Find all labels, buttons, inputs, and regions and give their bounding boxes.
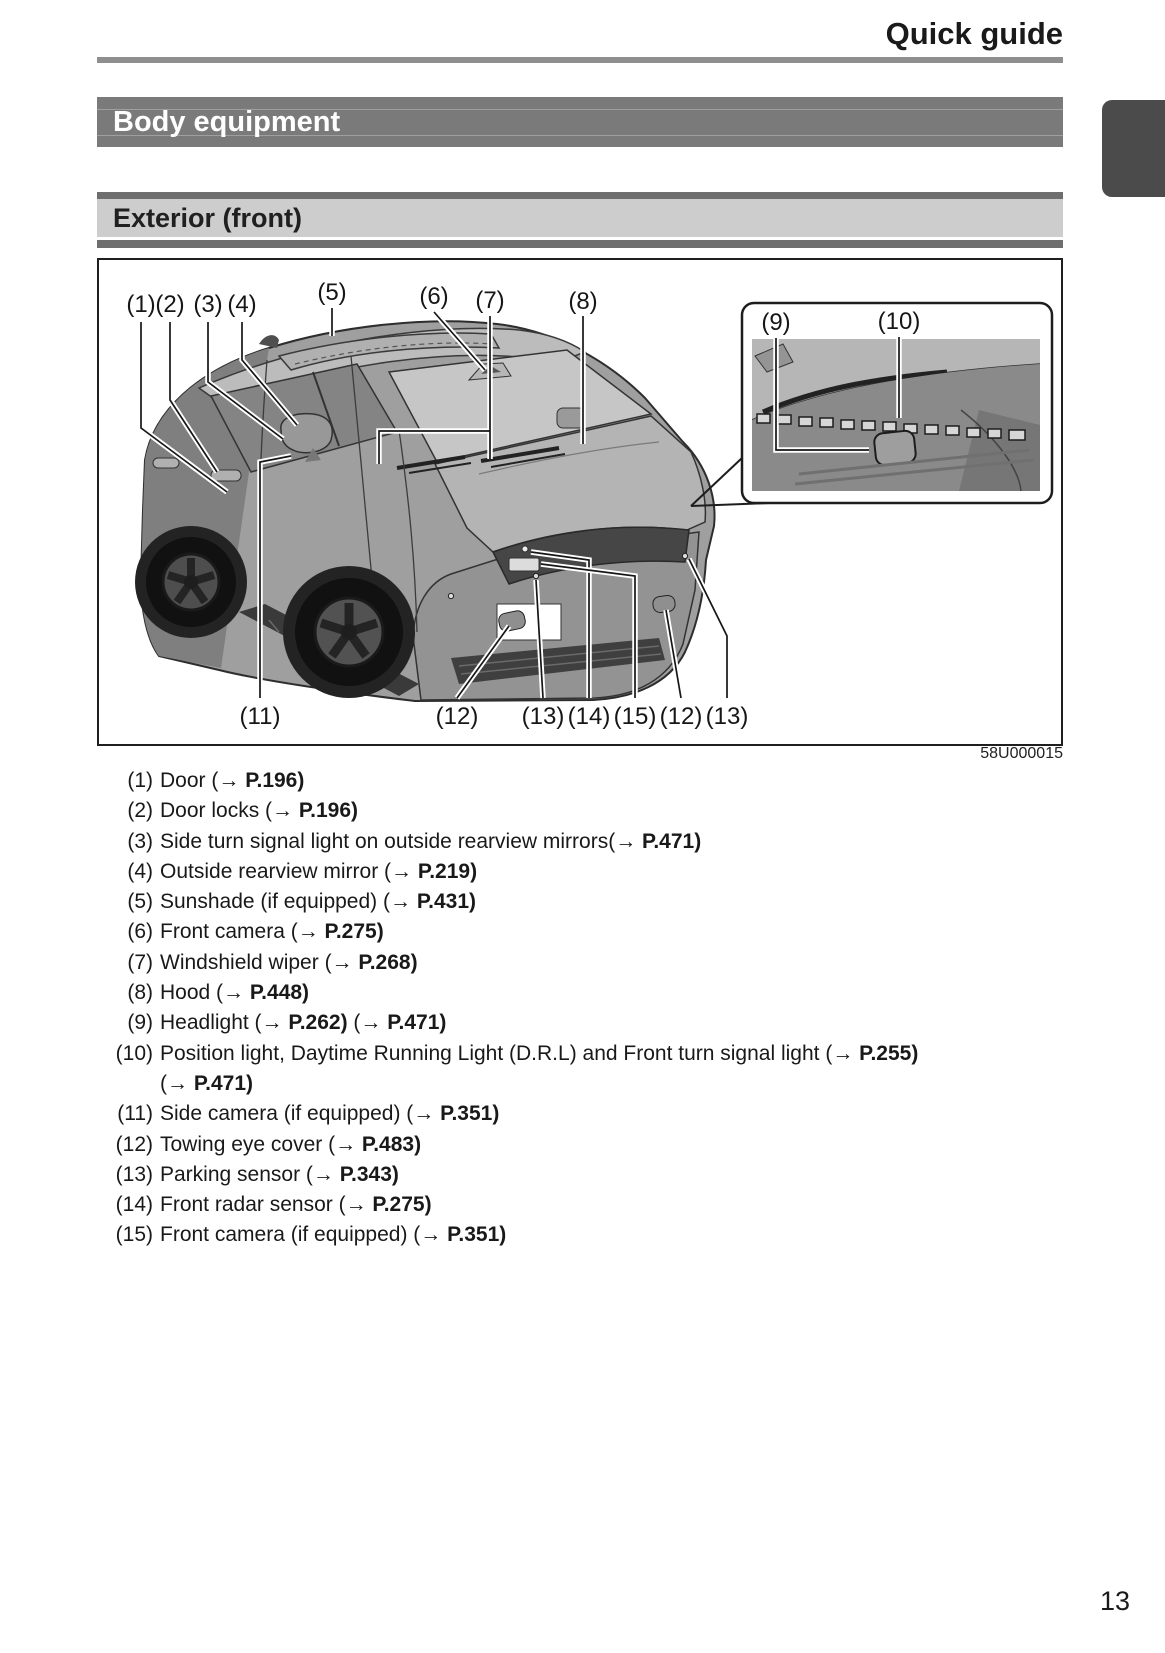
callout-12: (12) [435,703,479,730]
headlight-inset [691,303,1052,506]
callout-12b: (12) [659,703,703,730]
callout-9: (9) [761,309,791,336]
item-text: Hood (→ P.448) [160,981,310,1005]
callout-8: (8) [568,288,598,315]
vehicle-diagram-svg [99,260,1061,744]
callout-2: (2) [155,291,185,318]
item-number: (10) [115,1041,153,1065]
list-item [97,1190,1063,1220]
subsection-title: Exterior (front) [113,203,302,233]
callout-13: (13) [521,703,565,730]
item-number: (15) [115,1223,153,1247]
item-number: (1) [127,769,153,792]
callout-4: (4) [227,291,257,318]
bar-stripe-top [97,192,1063,199]
list-item [97,948,1063,978]
item-number: (8) [127,981,153,1005]
callout-7: (7) [475,287,505,314]
callout-11: (11) [239,703,281,730]
section-title-bar [97,97,1063,147]
item-text: Outside rearview mirror (→ P.219) [160,859,478,883]
equipment-list [97,766,1063,1251]
car-illustration [135,321,715,701]
callout-5: (5) [317,279,347,306]
item-number: (13) [115,1162,153,1186]
list-item [97,1160,1063,1190]
item-number: (9) [127,1011,153,1035]
item-number: (7) [127,950,153,974]
header-rule [97,57,1063,63]
item-text: Door locks (→ P.196) [160,799,359,823]
item-number: (3) [127,829,153,853]
section-title: Body equipment [113,106,341,138]
list-item [97,1008,1063,1038]
bar-body [97,199,1063,237]
callout-1: (1) [126,291,156,318]
item-number: (5) [127,890,153,914]
callout-10: (10) [877,308,921,335]
item-text: Sunshade (if equipped) (→ P.431) [160,890,476,914]
item-text: Side turn signal light on outside rearview mirrors(→ P.471) [160,829,702,853]
item-number: (14) [115,1193,153,1217]
item-text: Front camera (→ P.275) [160,920,384,944]
list-item [97,978,1063,1008]
list-item [97,766,1063,796]
list-item [97,1220,1063,1250]
page-header: Quick guide [885,16,1063,51]
item-number: (11) [117,1102,153,1126]
list-item [97,887,1063,917]
item-text: Front radar sensor (→ P.275) [160,1193,432,1217]
list-item [97,917,1063,947]
callout-13b: (13) [705,703,749,730]
bar-stripe-bottom [97,240,1063,248]
list-item [97,796,1063,826]
item-text: Side camera (if equipped) (→ P.351) [160,1102,500,1126]
vehicle-diagram [97,258,1063,746]
item-number: (2) [127,799,153,823]
callout-14: (14) [567,703,611,730]
list-item [97,857,1063,887]
item-text: Windshield wiper (→ P.268) [160,950,418,974]
item-text: Front camera (if equipped) (→ P.351) [160,1223,507,1247]
figure-code: 58U000015 [980,745,1063,762]
chapter-tab-marker [1102,100,1165,197]
item-text: Headlight (→ P.262) (→ P.471) [160,1011,447,1035]
item-text: Position light, Daytime Running Light (D.R.L) and Front turn signal light (→ P.255) (→ P.471) [160,1041,919,1095]
list-item [97,1130,1063,1160]
item-number: (12) [115,1132,153,1156]
page-number: 13 [1100,1586,1131,1616]
callout-3: (3) [193,291,223,318]
list-item [97,827,1063,857]
item-text: Towing eye cover (→ P.483) [160,1132,422,1156]
list-item [97,1099,1063,1129]
item-number: (4) [127,859,153,883]
list-item [97,1039,1063,1100]
item-text: Door (→ P.196) [160,769,305,792]
subsection-title-bar [97,192,1063,248]
callout-6: (6) [419,283,449,310]
item-text: Parking sensor (→ P.343) [160,1162,399,1186]
callout-15: (15) [613,703,657,730]
item-number: (6) [127,920,153,944]
